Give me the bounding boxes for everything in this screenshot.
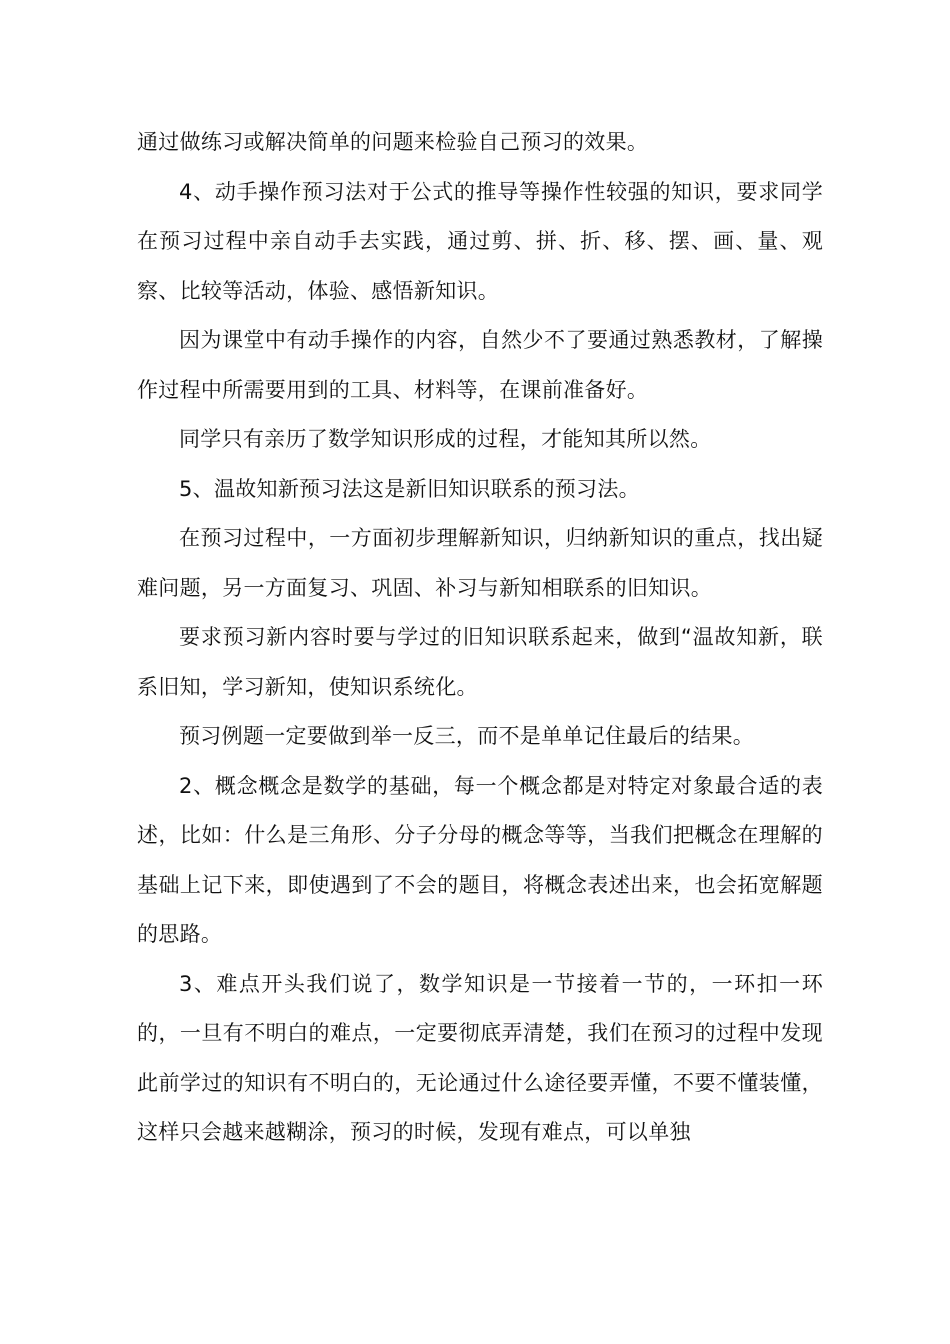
paragraph-1: 通过做练习或解决简单的问题来检验自己预习的效果。	[137, 130, 649, 154]
paragraph-10: 3、难点开头我们说了，数学知识是一节接着一节的，一环扣一环的，一旦有不明白的难点，一定要彻底弄清楚，我们在预习的过程中发现此前学过的知识有不明白的，无论通过什么途径要弄懂，不要不懂装懂，这样只会越来越糊涂，预习的时候，发现有难点，可以单独	[137, 971, 823, 1144]
paragraph-3: 因为课堂中有动手操作的内容，自然少不了要通过熟悉教材，了解操作过程中所需要用到的工具、材料等，在课前准备好。	[137, 328, 823, 402]
paragraph-9: 2、概念概念是数学的基础，每一个概念都是对特定对象最合适的表述，比如：什么是三角形、分子分母的概念等等，当我们把概念在理解的基础上记下来，即使遇到了不会的题目，将概念表述出来，也会拓宽解题的思路。	[137, 773, 823, 946]
paragraph-8: 预习例题一定要做到举一反三，而不是单单记住最后的结果。	[179, 724, 755, 748]
paragraph-7: 要求预习新内容时要与学过的旧知识联系起来，做到“温故知新，联系旧知，学习新知，使知识系统化。	[137, 625, 823, 699]
document-body	[137, 118, 823, 1158]
paragraph-5: 5、温故知新预习法这是新旧知识联系的预习法。	[179, 476, 640, 501]
paragraph-4: 同学只有亲历了数学知识形成的过程，才能知其所以然。	[179, 427, 712, 451]
paragraph-2: 4、动手操作预习法对于公式的推导等操作性较强的知识，要求同学在预习过程中亲自动手去实践，通过剪、拼、折、移、摆、画、量、观察、比较等活动，体验、感悟新知识。	[137, 179, 823, 303]
paragraph-6: 在预习过程中，一方面初步理解新知识，归纳新知识的重点，找出疑难问题，另一方面复习、巩固、补习与新知相联系的旧知识。	[137, 526, 823, 600]
